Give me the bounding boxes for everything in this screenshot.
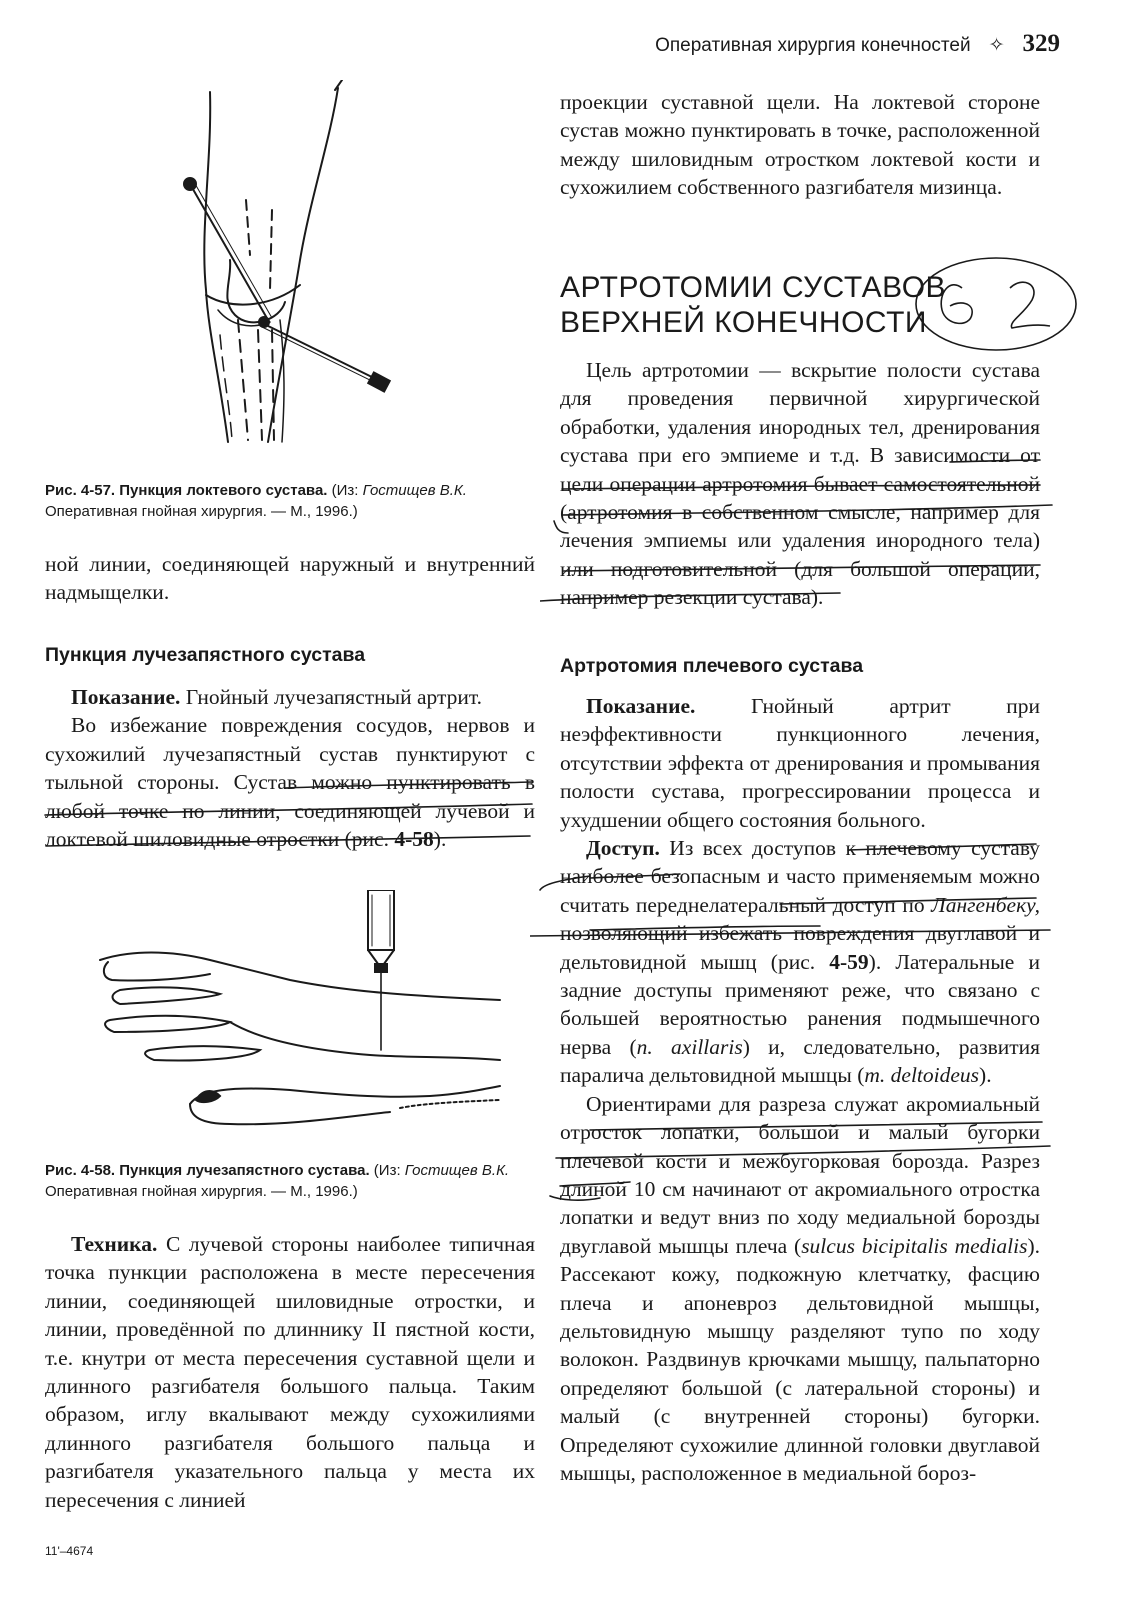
latin-sulcus: sulcus bicipitalis medialis <box>801 1233 1028 1258</box>
caption-source: (Из: <box>373 1162 405 1179</box>
caption-label: Рис. 4-57. <box>45 482 116 499</box>
access-text-c: ). Латеральные и задние доступы применяют реже, что связано с большей вероятностью ранения подмышечного нерва ( <box>560 949 1040 1059</box>
pen-underlines-left <box>40 760 540 860</box>
left-column-technique <box>45 1230 535 1514</box>
stamp-text: 62 <box>910 248 911 249</box>
shoulder-indication-text: Гнойный артрит при неэффективности пункционного лечения, отсутствии эффекта от дренирования и промывания полости сустава, прогрессировании процесса и ухудшении общего состояния больного. <box>560 694 1040 832</box>
access-text-b: позволяющий избежать повреждения двуглавой и дельтовидной мышц (рис. <box>560 921 1040 974</box>
left-continuation: ной линии, соединяющей наружный и внутренний надмыщелки. <box>45 552 535 605</box>
technique-paragraph <box>45 1230 535 1514</box>
figure-ref: 4-58 <box>394 827 434 852</box>
heading-shoulder-arthrotomy: Артротомия плечевого сустава <box>560 655 864 677</box>
landmarks-text-b: ). Рассекают кожу, подкожную клетчатку, фасцию плеча и апоневроз дельтовидной мышцы, дельтовидную мышцу разделяют тупо по ходу волокон. Раздвинув крючками мышцу, пальпаторно определяют большой (с латеральной стороны) и малый (с внутренней стороны) бугорки. Определяют сухожилие длинной головки двуглавой мышцы, расположенное в медиальной бороз- <box>560 1233 1041 1485</box>
technique-label: Техника. <box>71 1232 158 1256</box>
access-text-e: ). <box>979 1063 992 1088</box>
heading-wrist-puncture: Пункция лучезапястного сустава <box>45 644 366 666</box>
shoulder-indication <box>560 692 1040 834</box>
access-text-a: Из всех доступов к плечевому суставу наиболее безопасным и часто применяемым можно считать переднелатеральный доступ по <box>560 836 1040 917</box>
access-text-d: ) и, следовательно, развития паралича дельтовидной мышцы ( <box>560 1034 1041 1088</box>
page-number: 329 <box>1022 30 1060 57</box>
technique-text: С лучевой стороны наиболее типичная точка пункции расположена в месте пересечения линии, соединяющей шиловидные отростки, и линии, проведённой по длиннику II пястной кости, т.е. кнутри от места пересечения суставной щели и длинного разгибателя большого пальца. Таким образом, иглу вкалывают между сухожилиями длинного разгибателя большого пальца и разгибателя указательного пальца у места их пересечения с линией <box>45 1232 535 1512</box>
section-heading-line2: ВЕРХНЕЙ КОНЕЧНОСТИ <box>560 306 927 339</box>
caption-source: (Из: <box>331 482 363 499</box>
latin-nerve: n. axillaris <box>636 1034 743 1059</box>
landmarks-text-a: Ориентирами для разреза служат акромиальный отросток лопатки, большой и малый бугорки плечевой кости и межбугорковая борозда. Разрез длиной 10 см начинают от акромиального отростка лопатки и ведут вниз по ходу медиальной борозды двуглавой мышцы плеча ( <box>560 1091 1040 1258</box>
indication-text: Гнойный лучезапястный артрит. <box>180 685 483 709</box>
running-title: Оперативная хирургия конечностей <box>655 35 971 56</box>
section-heading <box>560 270 946 340</box>
footer-code: 11'–4674 <box>45 1544 94 1558</box>
pen-underlines-right-top <box>540 455 1060 630</box>
caption-author: Гостищев В.К. <box>404 1162 510 1179</box>
figure-elbow-puncture <box>160 80 420 450</box>
caption-label: Рис. 4-58. <box>45 1162 116 1179</box>
right-column-top <box>560 88 1040 202</box>
section-heading-line1: АРТРОТОМИИ СУСТАВОВ <box>560 271 947 304</box>
access-italic: Лангенбеку, <box>931 892 1040 917</box>
caption-title: Пункция локтевого сустава. <box>119 482 328 499</box>
left-column-top <box>45 550 535 607</box>
caption-author: Гостищев В.К. <box>362 482 467 499</box>
indication-text-2b: ). <box>433 827 447 852</box>
indication-text-2a: Во избежание повреждения сосудов, нервов и сухожилий лучезапястный сустав пунктируют с тыльной стороны. Сустав можно пунктировать в любой точке по линии, соединяющей лучевой и локтевой шиловидные отростки (рис. <box>45 713 535 852</box>
latin-muscle: m. deltoideus <box>864 1063 980 1088</box>
access-label: Доступ. <box>586 836 660 861</box>
shoulder-indication-label: Показание. <box>586 694 696 718</box>
indication-paragraph <box>45 683 535 711</box>
pen-underlines-right-bottom <box>530 830 1060 1210</box>
indication-label: Показание. <box>71 685 181 709</box>
separator-icon: ✧ <box>988 35 1005 56</box>
caption-title: Пункция лучезапястного сустава. <box>119 1162 370 1179</box>
purpose-paragraph: Цель артротомии — вскрытие полости сустава для проведения первичной хирургической обработки, удаления инородных тел, дренирования сустава при его эмпиеме и т.д. В зависимости от цели операции артротомия бывает самостоятельной (артротомия в собственном смысле, например для лечения эмпиемы или удаления инородного тела) или подготовительной (для большой операции, например резекции сустава). <box>560 358 1040 610</box>
running-header <box>590 30 1060 58</box>
caption-book: Оперативная гнойная хирургия. — М., 1996.) <box>45 503 358 520</box>
handwritten-circle-stamp <box>910 248 1085 358</box>
figure-caption-4-57 <box>45 480 535 522</box>
figure-wrist-puncture <box>90 890 510 1135</box>
caption-book: Оперативная гнойная хирургия. — М., 1996.) <box>45 1183 358 1200</box>
figure-ref: 4-59 <box>829 949 869 974</box>
figure-caption-4-58 <box>45 1160 535 1202</box>
right-continuation: проекции суставной щели. На локтевой стороне сустав можно пунктировать в точке, расположенной между шиловидным отростком локтевой кости и сухожилием собственного разгибателя мизинца. <box>560 90 1040 200</box>
